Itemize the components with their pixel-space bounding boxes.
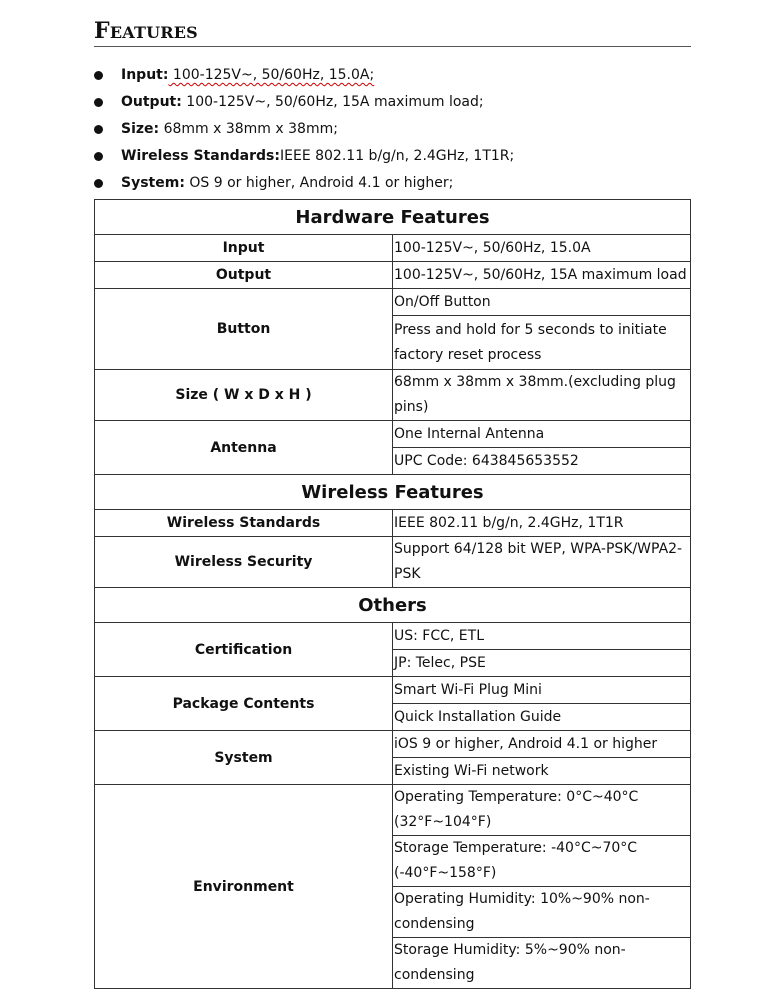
- row-value-antenna-2: UPC Code: 643845653552: [393, 448, 691, 475]
- row-label-environment: Environment: [95, 785, 393, 989]
- bullet-label: System:: [121, 175, 185, 191]
- page-heading: [94, 18, 691, 47]
- bullet-value: 100-125V~, 50/60Hz, 15A maximum load;: [181, 94, 484, 110]
- row-value-certification-1: US: FCC, ETL: [393, 623, 691, 650]
- heading-initial: F: [94, 18, 110, 44]
- row-value-package-2: Quick Installation Guide: [393, 704, 691, 731]
- row-value-output: 100-125V~, 50/60Hz, 15A maximum load: [393, 262, 691, 289]
- section-title-others: Others: [95, 588, 691, 623]
- bullet-icon: [94, 152, 103, 161]
- row-value-button-2: Press and hold for 5 seconds to initiate factory reset process: [393, 316, 691, 370]
- bullet-value: IEEE 802.11 b/g/n, 2.4GHz, 1T1R;: [280, 148, 515, 164]
- bullet-value: 68mm x 38mm x 38mm;: [159, 121, 338, 137]
- section-title-wireless: Wireless Features: [95, 475, 691, 510]
- row-value-wireless-standards: IEEE 802.11 b/g/n, 2.4GHz, 1T1R: [393, 510, 691, 537]
- row-label-wireless-security: Wireless Security: [95, 537, 393, 588]
- bullet-icon: [94, 179, 103, 188]
- bullet-value: 100-125V~, 50/60Hz, 15.0A;: [168, 67, 375, 83]
- bullet-value: OS 9 or higher, Android 4.1 or higher;: [184, 175, 454, 191]
- row-value-environment-2: Storage Temperature: -40°C~70°C (-40°F~158°F): [393, 836, 691, 887]
- row-value-system-1: iOS 9 or higher, Android 4.1 or higher: [393, 731, 691, 758]
- row-label-system: System: [95, 731, 393, 785]
- row-value-system-2: Existing Wi-Fi network: [393, 758, 691, 785]
- bullet-label: Size:: [121, 121, 160, 137]
- row-value-certification-2: JP: Telec, PSE: [393, 650, 691, 677]
- row-value-input: 100-125V~, 50/60Hz, 15.0A: [393, 235, 691, 262]
- row-value-antenna-1: One Internal Antenna: [393, 421, 691, 448]
- row-label-wireless-standards: Wireless Standards: [95, 510, 393, 537]
- list-item: [94, 170, 694, 197]
- row-value-size: 68mm x 38mm x 38mm.(excluding plug pins): [393, 370, 691, 421]
- row-label-antenna: Antenna: [95, 421, 393, 475]
- feature-list: [94, 62, 694, 197]
- row-label-input: Input: [95, 235, 393, 262]
- list-item: [94, 62, 694, 89]
- row-value-environment-4: Storage Humidity: 5%~90% non-condensing: [393, 938, 691, 989]
- row-label-certification: Certification: [95, 623, 393, 677]
- bullet-label: Output:: [121, 94, 182, 110]
- section-title-hardware: Hardware Features: [95, 200, 691, 235]
- row-value-button-1: On/Off Button: [393, 289, 691, 316]
- row-label-package: Package Contents: [95, 677, 393, 731]
- bullet-label: Wireless Standards:: [121, 148, 280, 164]
- row-label-size: Size ( W x D x H ): [95, 370, 393, 421]
- bullet-label: Input:: [121, 67, 169, 83]
- spec-table: [94, 199, 691, 989]
- row-label-button: Button: [95, 289, 393, 370]
- bullet-icon: [94, 71, 103, 80]
- row-label-output: Output: [95, 262, 393, 289]
- row-value-environment-1: Operating Temperature: 0°C~40°C (32°F~104°F): [393, 785, 691, 836]
- row-value-package-1: Smart Wi-Fi Plug Mini: [393, 677, 691, 704]
- list-item: [94, 89, 694, 116]
- row-value-wireless-security: Support 64/128 bit WEP, WPA-PSK/WPA2-PSK: [393, 537, 691, 588]
- row-value-environment-3: Operating Humidity: 10%~90% non-condensing: [393, 887, 691, 938]
- bullet-icon: [94, 125, 103, 134]
- bullet-icon: [94, 98, 103, 107]
- heading-rest: EATURES: [109, 23, 198, 42]
- list-item: [94, 143, 694, 170]
- list-item: [94, 116, 694, 143]
